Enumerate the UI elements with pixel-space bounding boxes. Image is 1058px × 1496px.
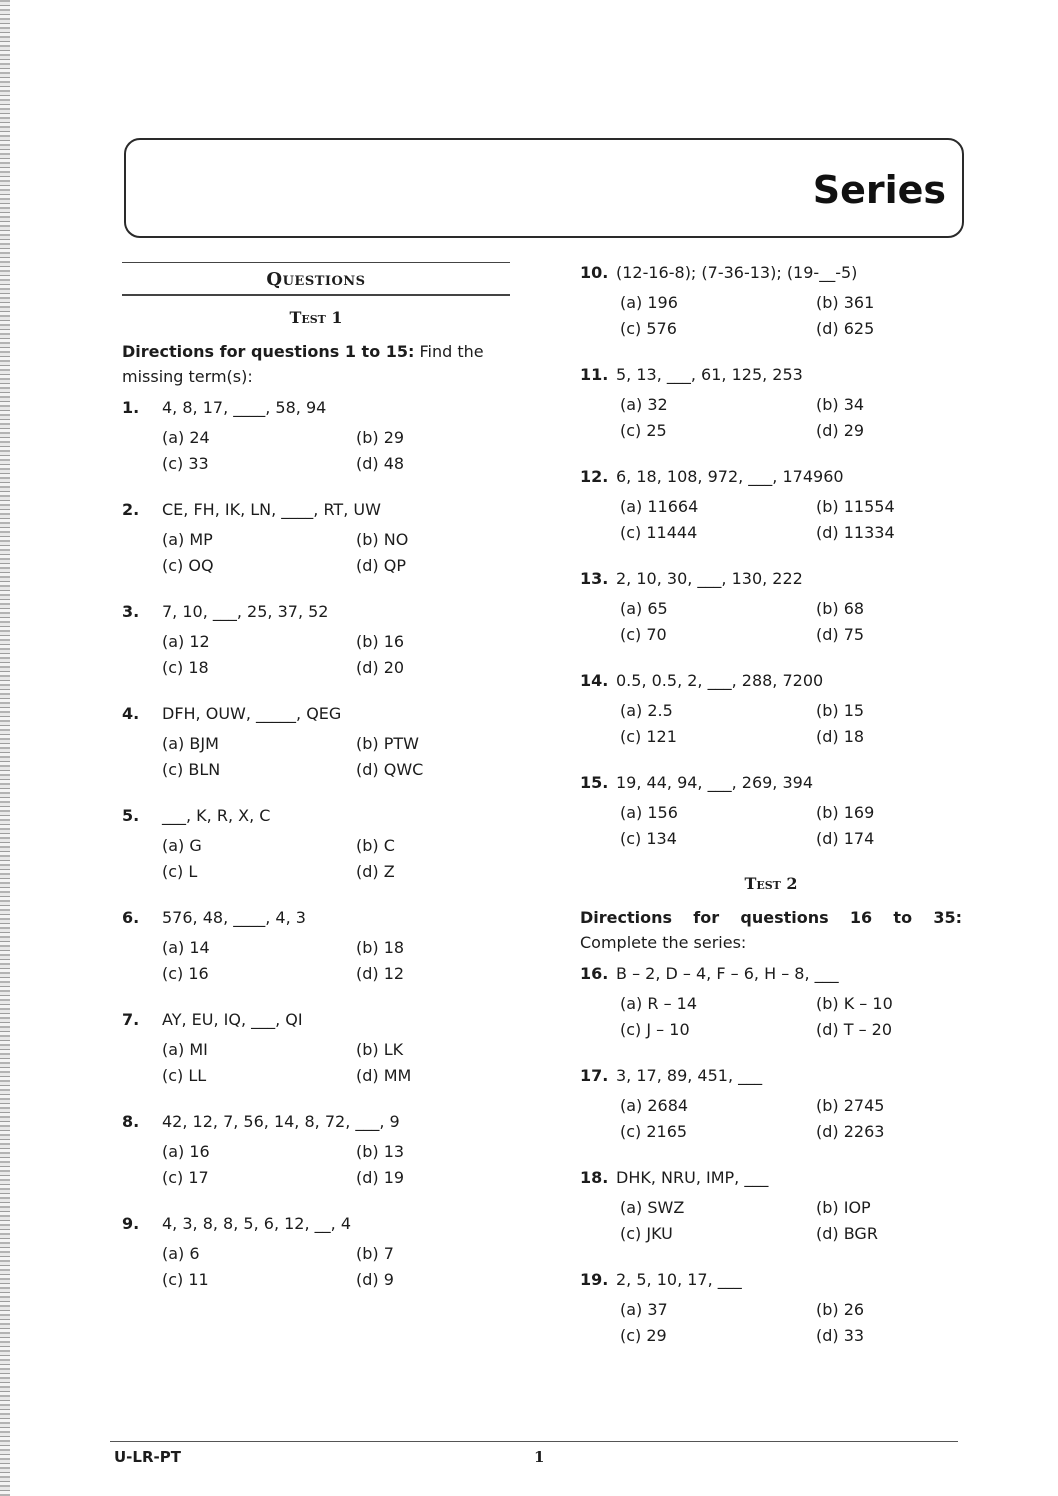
answer-option: (a) 65 [620,599,668,618]
answer-option: (c) 33 [162,454,209,473]
answer-option: (d) 19 [356,1168,405,1187]
answer-option: (d) T – 20 [816,1020,893,1039]
answer-option: (d) 33 [816,1326,865,1345]
question-item [580,262,962,340]
answer-option: (c) 18 [162,658,209,677]
question-text: 2, 5, 10, 17, ___ [616,1270,742,1289]
answer-options [620,598,962,646]
answer-option: (a) G [162,836,202,855]
answer-option: (c) 29 [620,1326,667,1345]
answer-option: (b) 68 [816,599,865,618]
question-text: 4, 8, 17, ____, 58, 94 [162,398,327,417]
directions-test-2 [580,905,962,955]
question-text: DFH, OUW, _____, QEG [162,704,342,723]
answer-option: (b) 7 [356,1244,394,1263]
answer-option: (d) MM [356,1066,412,1085]
answer-options [162,1243,510,1291]
question-item [122,1213,510,1291]
question-item [122,703,510,781]
question-item [580,1167,962,1245]
answer-option: (a) 156 [620,803,678,822]
question-item [580,364,962,442]
answer-options [162,631,510,679]
answer-options [620,496,962,544]
answer-option: (a) 11664 [620,497,699,516]
answer-option: (b) 34 [816,395,865,414]
question-number: 13. [580,569,609,588]
question-line [580,1065,962,1087]
page-title: Series [812,168,946,212]
answer-option: (b) LK [356,1040,404,1059]
answer-option: (a) R – 14 [620,994,698,1013]
question-number: 12. [580,467,609,486]
question-text: 19, 44, 94, ___, 269, 394 [616,773,814,792]
answer-options [620,1299,962,1347]
question-text: 5, 13, ___, 61, 125, 253 [616,365,803,384]
question-item [580,772,962,850]
answer-option: (b) PTW [356,734,419,753]
answer-option: (b) 11554 [816,497,895,516]
question-item [580,963,962,1041]
answer-option: (c) 121 [620,727,677,746]
answer-option: (b) 29 [356,428,405,447]
question-item [580,670,962,748]
answer-option: (b) 18 [356,938,405,957]
answer-option: (a) 32 [620,395,668,414]
footer-code: U-LR-PT [114,1448,181,1466]
question-list [122,397,510,1291]
question-text: DHK, NRU, IMP, ___ [616,1168,769,1187]
answer-option: (d) 20 [356,658,405,677]
answer-options [620,1095,962,1143]
answer-option: (c) LL [162,1066,207,1085]
answer-option: (a) SWZ [620,1198,685,1217]
directions-bold: Directions for questions 1 to 15: [122,342,415,361]
answer-option: (c) 2165 [620,1122,688,1141]
question-line [122,907,510,929]
question-number: 17. [580,1066,609,1085]
question-number: 9. [122,1214,140,1233]
answer-option: (d) 174 [816,829,875,848]
answer-option: (a) 2684 [620,1096,689,1115]
answer-option: (b) 13 [356,1142,405,1161]
answer-option: (b) 15 [816,701,865,720]
answer-option: (a) MP [162,530,213,549]
directions-text: Find the missing term(s): [122,342,484,386]
question-item [580,466,962,544]
question-line [122,805,510,827]
question-number: 5. [122,806,140,825]
answer-option: (c) OQ [162,556,214,575]
answer-options [620,292,962,340]
directions-bold: Directions for questions 16 to 35: [580,908,962,927]
question-line [580,1167,962,1189]
answer-option: (c) 16 [162,964,209,983]
answer-option: (b) 26 [816,1300,865,1319]
answer-option: (c) BLN [162,760,221,779]
answer-options [162,937,510,985]
answer-option: (a) 24 [162,428,210,447]
question-number: 18. [580,1168,609,1187]
answer-options [620,700,962,748]
question-item [122,601,510,679]
title-box [124,138,964,238]
answer-option: (a) 6 [162,1244,200,1263]
question-item [580,568,962,646]
question-line [580,1269,962,1291]
question-item [122,397,510,475]
answer-option: (a) 196 [620,293,678,312]
answer-options [620,394,962,442]
question-item [122,499,510,577]
question-number: 10. [580,263,609,282]
question-line [122,1111,510,1133]
answer-option: (a) MI [162,1040,208,1059]
question-text: ___, K, R, X, C [162,806,271,825]
question-line [580,963,962,985]
answer-option: (a) BJM [162,734,219,753]
answer-option: (c) J – 10 [620,1020,690,1039]
question-list [580,963,962,1347]
answer-option: (b) 169 [816,803,875,822]
question-line [580,466,962,488]
question-line [122,1213,510,1235]
question-number: 4. [122,704,140,723]
question-line [580,670,962,692]
question-number: 6. [122,908,140,927]
question-number: 15. [580,773,609,792]
answer-options [162,733,510,781]
answer-option: (b) NO [356,530,409,549]
answer-option: (d) 12 [356,964,405,983]
answer-options [620,802,962,850]
question-item [122,805,510,883]
question-line [580,568,962,590]
question-number: 19. [580,1270,609,1289]
answer-option: (a) 12 [162,632,210,651]
question-text: B – 2, D – 4, F – 6, H – 8, ___ [616,964,839,983]
question-text: 2, 10, 30, ___, 130, 222 [616,569,803,588]
question-item [580,1269,962,1347]
footer-rule [110,1441,958,1442]
question-text: (12-16-8); (7-36-13); (19-__-5) [616,263,858,282]
answer-option: (a) 14 [162,938,210,957]
answer-option: (d) 625 [816,319,875,338]
answer-option: (d) QP [356,556,406,575]
test-1-label: Test 1 [289,308,343,327]
answer-option: (d) 75 [816,625,865,644]
test-2-label: Test 2 [744,874,798,893]
answer-option: (d) 11334 [816,523,895,542]
answer-option: (c) 70 [620,625,667,644]
answer-option: (a) 16 [162,1142,210,1161]
page-number: 1 [534,1448,545,1466]
question-text: 576, 48, ____, 4, 3 [162,908,306,927]
answer-options [620,1197,962,1245]
question-text: AY, EU, IQ, ___, QI [162,1010,303,1029]
question-text: CE, FH, IK, LN, ____, RT, UW [162,500,381,519]
answer-options [162,529,510,577]
question-list [580,262,962,850]
answer-option: (c) JKU [620,1224,673,1243]
question-item [122,907,510,985]
directions-test-1 [122,339,510,389]
answer-options [620,993,962,1041]
question-number: 14. [580,671,609,690]
answer-options [162,835,510,883]
answer-option: (d) 48 [356,454,405,473]
answer-option: (c) 11444 [620,523,698,542]
answer-option: (c) 11 [162,1270,209,1289]
question-item [122,1009,510,1087]
question-number: 2. [122,500,140,519]
question-number: 8. [122,1112,140,1131]
question-text: 0.5, 0.5, 2, ___, 288, 7200 [616,671,824,690]
question-text: 42, 12, 7, 56, 14, 8, 72, ___, 9 [162,1112,400,1131]
question-text: 3, 17, 89, 451, ___ [616,1066,763,1085]
question-number: 1. [122,398,140,417]
answer-options [162,1039,510,1087]
answer-option: (b) 2745 [816,1096,885,1115]
answer-options [162,1141,510,1189]
question-item [580,1065,962,1143]
answer-option: (a) 37 [620,1300,668,1319]
answer-option: (c) 25 [620,421,667,440]
answer-option: (d) Z [356,862,395,881]
answer-option: (b) IOP [816,1198,871,1217]
question-number: 7. [122,1010,140,1029]
answer-option: (d) 29 [816,421,865,440]
question-item [122,1111,510,1189]
question-text: 6, 18, 108, 972, ___, 174960 [616,467,844,486]
answer-option: (c) 134 [620,829,677,848]
scan-edge [0,0,10,1496]
answer-option: (b) C [356,836,395,855]
question-line [122,703,510,725]
question-number: 11. [580,365,609,384]
question-text: 7, 10, ___, 25, 37, 52 [162,602,329,621]
section-heading: Questions [122,262,510,296]
question-line [580,364,962,386]
question-line [122,499,510,521]
answer-option: (c) L [162,862,198,881]
answer-option: (d) QWC [356,760,424,779]
question-line [580,262,962,284]
answer-option: (b) 361 [816,293,875,312]
left-column [122,262,510,1315]
answer-options [162,427,510,475]
answer-option: (a) 2.5 [620,701,673,720]
question-text: 4, 3, 8, 8, 5, 6, 12, __, 4 [162,1214,351,1233]
answer-option: (d) 18 [816,727,865,746]
right-column [580,262,962,1371]
question-number: 3. [122,602,140,621]
question-line [122,601,510,623]
answer-option: (c) 17 [162,1168,209,1187]
question-line [122,397,510,419]
question-line [580,772,962,794]
answer-option: (d) 2263 [816,1122,885,1141]
question-line [122,1009,510,1031]
answer-option: (c) 576 [620,319,677,338]
answer-option: (b) 16 [356,632,405,651]
question-number: 16. [580,964,609,983]
answer-option: (d) BGR [816,1224,878,1243]
answer-option: (b) K – 10 [816,994,893,1013]
answer-option: (d) 9 [356,1270,394,1289]
directions-text: Complete the series: [580,933,747,952]
